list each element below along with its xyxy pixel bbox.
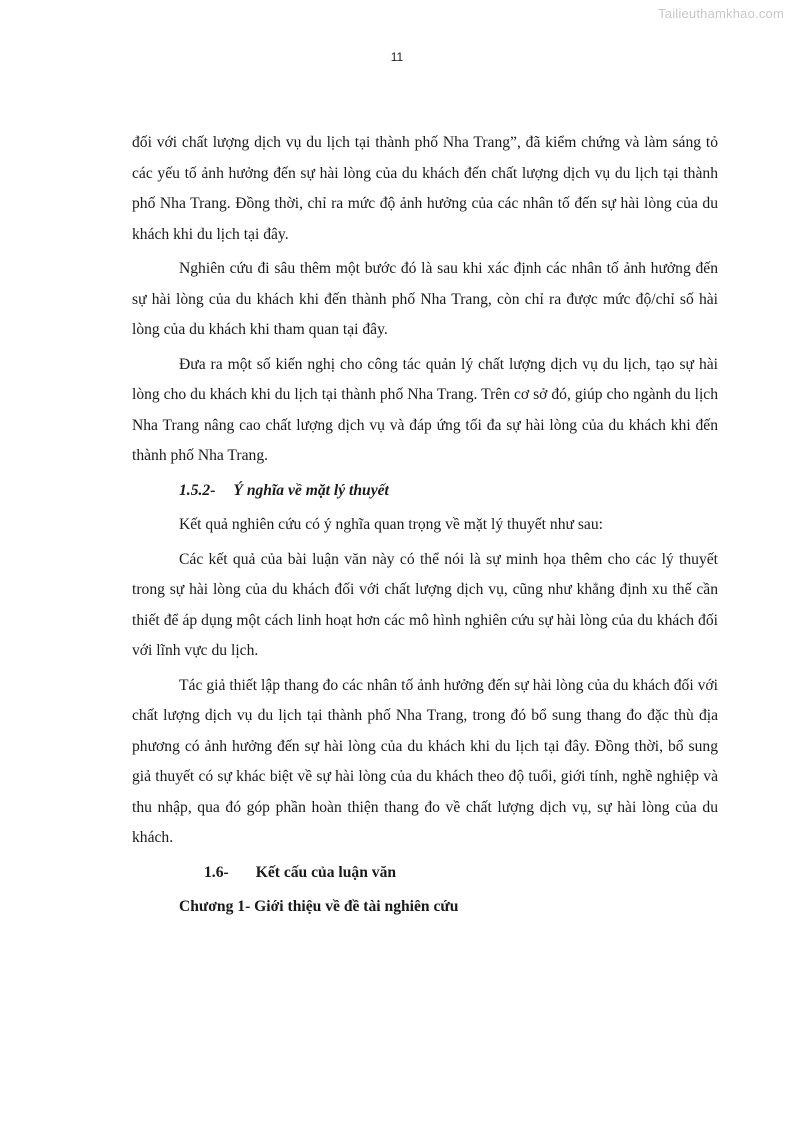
paragraph-3: Đưa ra một số kiến nghị cho công tác quản lý chất lượng dịch vụ du lịch, tạo sự hài lòng cho du khách khi du lịch tại thành phố Nha Trang. Trên cơ sở đó, giúp cho ngành du lịch Nha Trang nâng cao chất lượng dịch vụ và đáp ứng tối đa sự hài lòng của du khách khi đến thành phố Nha Trang. [132, 355, 718, 464]
paragraph-1: đối với chất lượng dịch vụ du lịch tại thành phố Nha Trang”, đã kiểm chứng và làm sáng tỏ các yếu tố ảnh hưởng đến sự hài lòng của du khách đến chất lượng dịch vụ du lịch tại thành phố Nha Trang. Đồng thời, chỉ ra mức độ ảnh hưởng của các nhân tố đến sự hài lòng của du khách khi du lịch tại đây. [132, 134, 718, 243]
section-title: Ý nghĩa về mặt lý thuyết [233, 481, 389, 499]
paragraph-5: Các kết quả của bài luận văn này có thể nói là sự minh họa thêm cho các lý thuyết trong sự hài lòng của du khách đối với chất lượng dịch vụ, cũng như khẳng định xu thế cần thiết để áp dụng một cách linh hoạt hơn các mô hình nghiên cứu sự hài lòng của du khách đối với lĩnh vực du lịch. [132, 550, 718, 659]
section-title: Kết cấu của luận văn [255, 863, 397, 881]
section-heading-1-6 [204, 858, 718, 889]
paragraph-4: Kết quả nghiên cứu có ý nghĩa quan trọng về mặt lý thuyết như sau: [179, 516, 603, 533]
paragraph-6: Tác giả thiết lập thang đo các nhân tố ảnh hưởng đến sự hài lòng của du khách đối với chất lượng dịch vụ du lịch tại thành phố Nha Trang, trong đó bổ sung thang đo đặc thù địa phương có ảnh hưởng đến sự hài lòng của du khách khi du lịch tại đây. Đồng thời, bổ sung giả thuyết có sự khác biệt về sự hài lòng của du khách theo độ tuổi, giới tính, nghề nghiệp và thu nhập, qua đó góp phần hoàn thiện thang đo về chất lượng dịch vụ, sự hài lòng của du khách. [132, 676, 718, 846]
section-heading-1-5-2 [179, 476, 718, 507]
page-number: 11 [390, 50, 404, 64]
section-number: 1.6- [204, 863, 229, 881]
section-number: 1.5.2- [179, 481, 216, 499]
watermark: Tailieuthamkhao.com [658, 6, 784, 21]
paragraph-2: Nghiên cứu đi sâu thêm một bước đó là sau khi xác định các nhân tố ảnh hưởng đến sự hài lòng của du khách khi đến thành phố Nha Trang, còn chỉ ra được mức độ/chỉ số hài lòng của du khách khi tham quan tại đây. [132, 260, 718, 338]
chapter-heading: Chương 1- Giới thiệu về đề tài nghiên cứu [179, 898, 459, 915]
document-body [132, 128, 718, 927]
